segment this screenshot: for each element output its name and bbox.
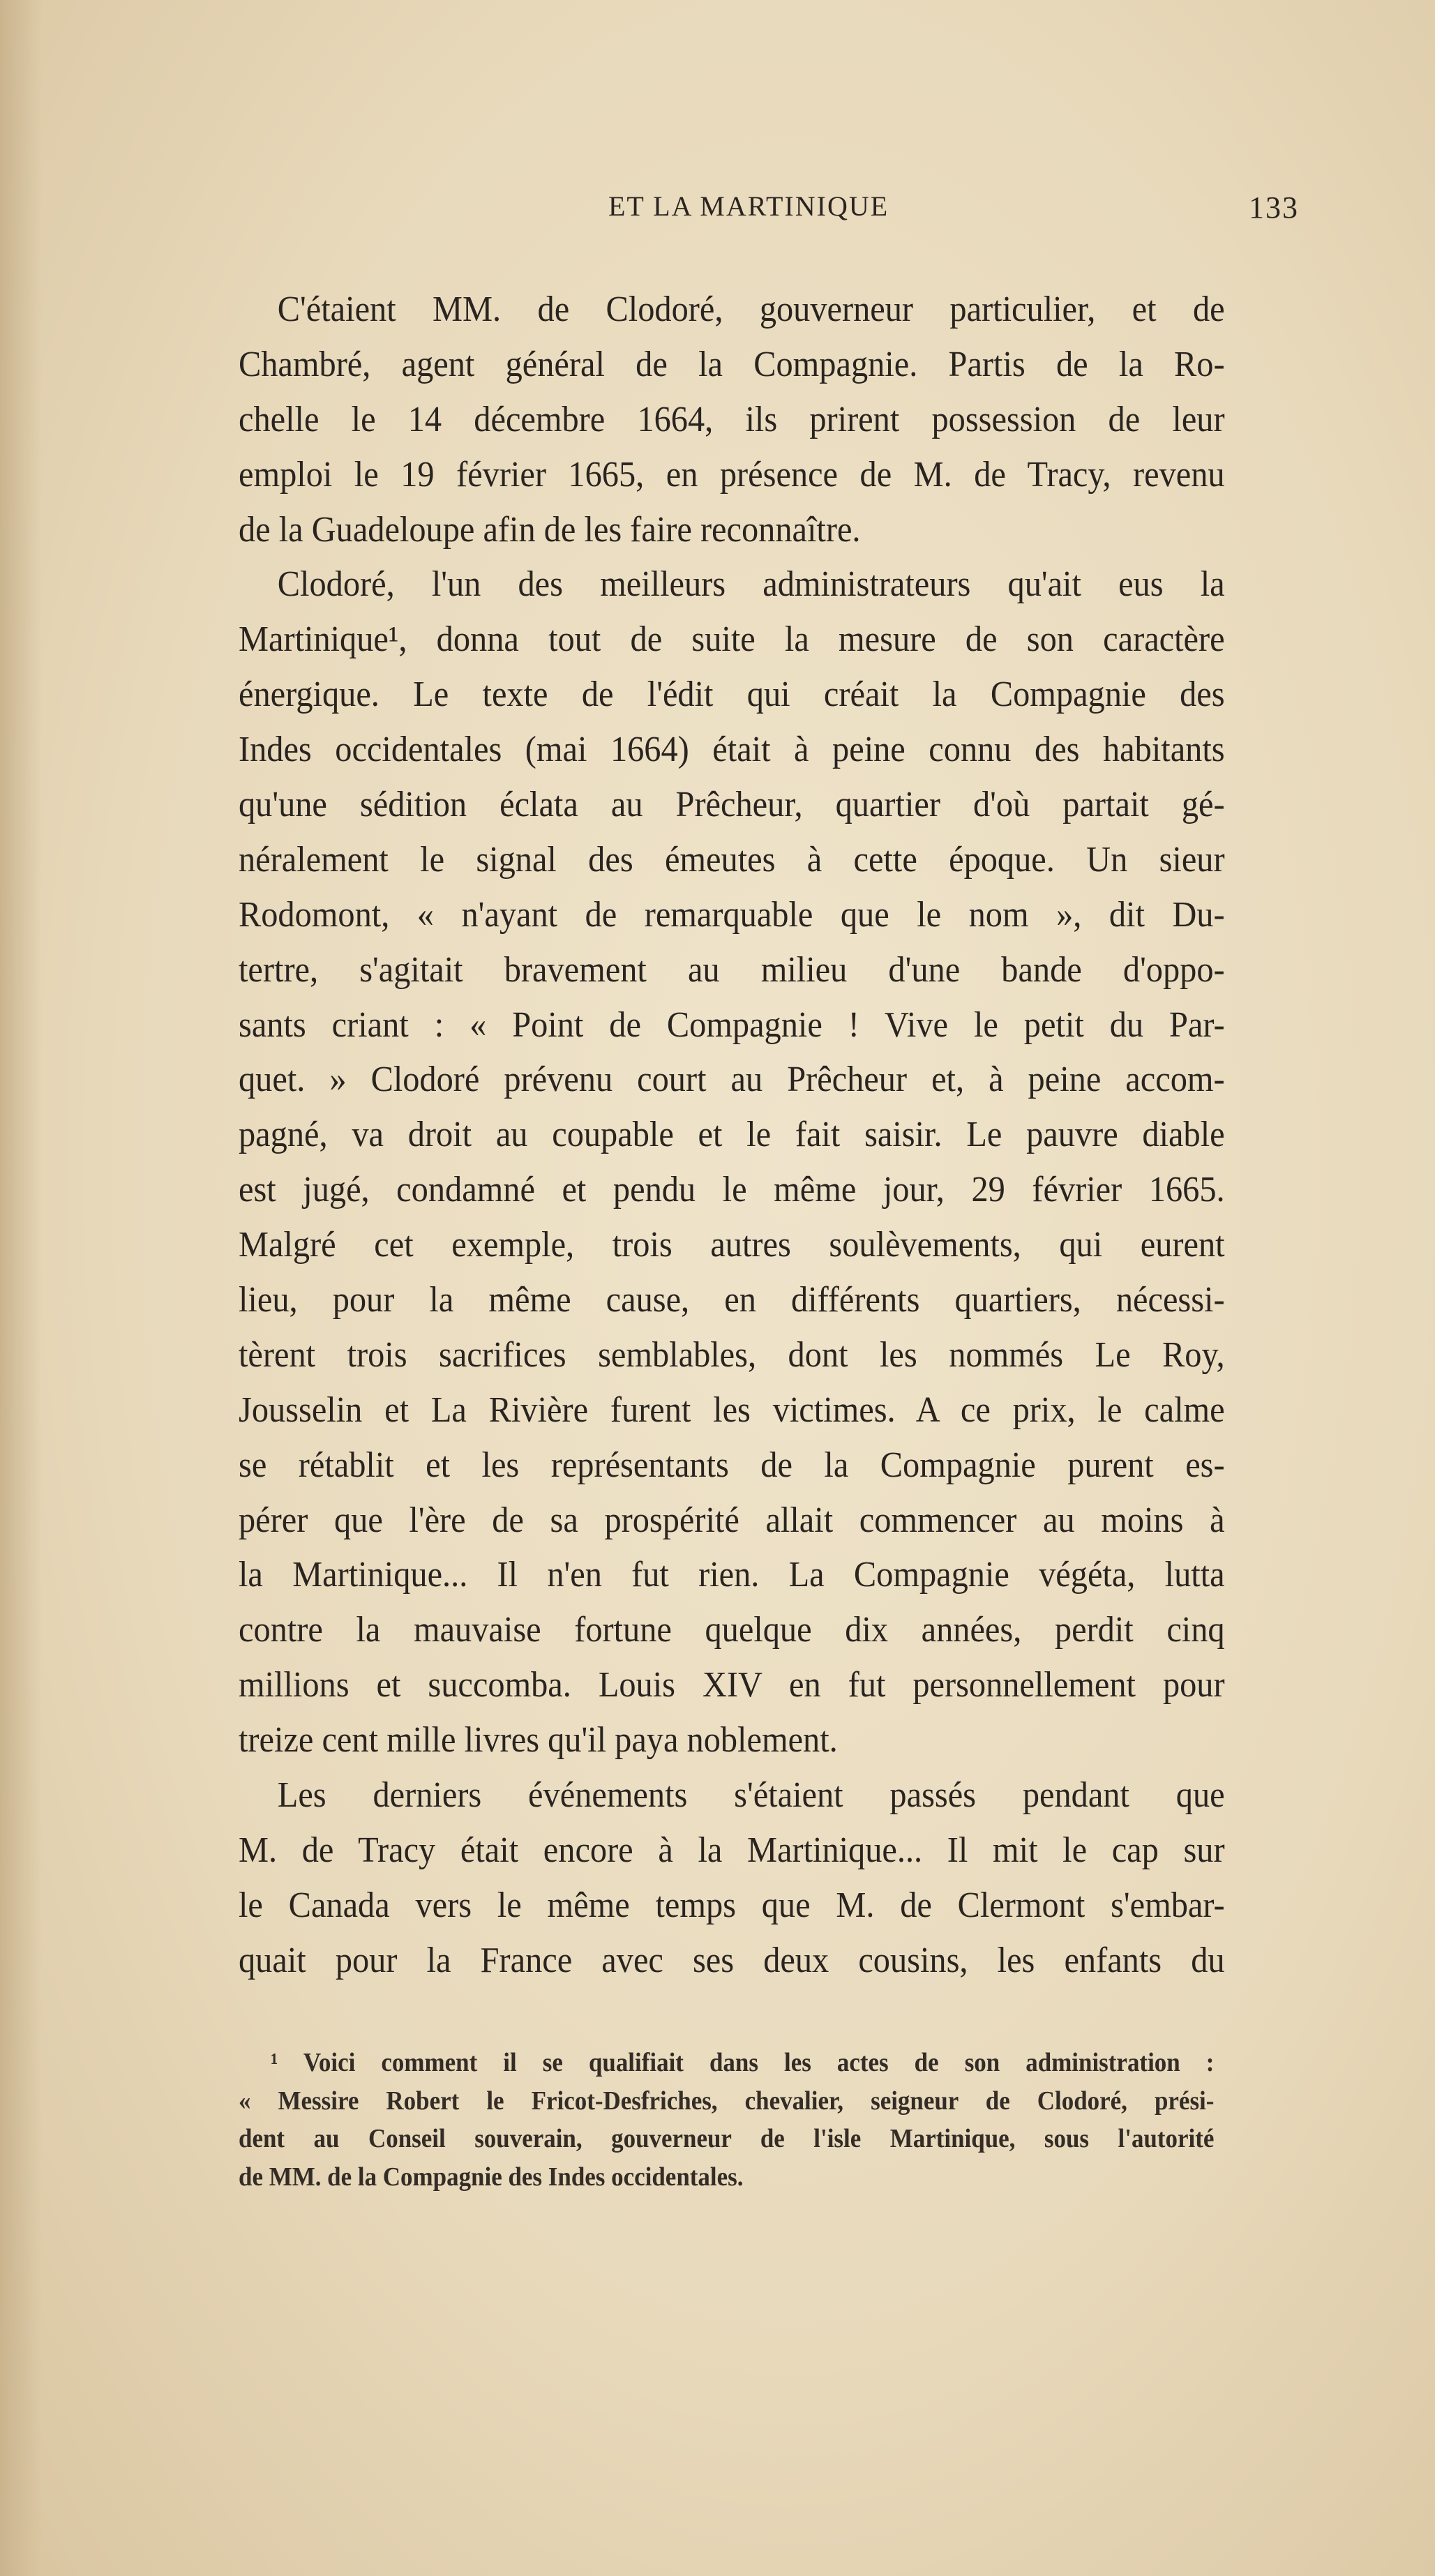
text-line: est jugé, condamné et pendu le même jour, 29 février 1665. bbox=[239, 1170, 1225, 1210]
footnote-line: dent au Conseil souverain, gouverneur de l'isle Martinique, sous l'autorité bbox=[239, 2124, 1215, 2153]
text-line: M. de Tracy était encore à la Martinique... Il mit le cap sur bbox=[239, 1830, 1225, 1870]
text-line: le Canada vers le même temps que M. de Clermont s'embar- bbox=[239, 1885, 1225, 1925]
text-line: treize cent mille livres qu'il paya noblement. bbox=[239, 1720, 838, 1761]
text-line: emploi le 19 février 1665, en présence de M. de Tracy, revenu bbox=[239, 454, 1225, 495]
footnote-line: de MM. de la Compagnie des Indes occidentales. bbox=[239, 2162, 744, 2192]
text-line: la Martinique... Il n'en fut rien. La Compagnie végéta, lutta bbox=[239, 1555, 1225, 1595]
text-line: se rétablit et les représentants de la Compagnie purent es- bbox=[239, 1445, 1225, 1485]
footnote-line: ¹ Voici comment il se qualifiait dans les actes de son administration : bbox=[271, 2048, 1215, 2077]
footnotes bbox=[239, 2044, 1299, 2196]
text-line: chelle le 14 décembre 1664, ils prirent possession de leur bbox=[239, 399, 1225, 439]
text-line: Rodomont, « n'ayant de remarquable que le nom », dit Du- bbox=[239, 894, 1225, 935]
footnote-line: « Messire Robert le Fricot-Desfriches, chevalier, seigneur de Clodoré, prési- bbox=[239, 2086, 1215, 2116]
text-line: pérer que l'ère de sa prospérité allait commencer au moins à bbox=[239, 1500, 1225, 1540]
text-line: énergique. Le texte de l'édit qui créait la Compagnie des bbox=[239, 675, 1225, 715]
text-line: quait pour la France avec ses deux cousins, les enfants du bbox=[239, 1940, 1225, 1980]
text-line: Martinique¹, donna tout de suite la mesure de son caractère bbox=[239, 619, 1225, 660]
text-line: tertre, s'agitait bravement au milieu d'une bande d'oppo- bbox=[239, 949, 1225, 990]
running-title: ET LA MARTINIQUE bbox=[608, 190, 889, 222]
running-header bbox=[239, 190, 1299, 232]
text-line: qu'une sédition éclata au Prêcheur, quartier d'où partait gé- bbox=[239, 785, 1225, 825]
text-line: Clodoré, l'un des meilleurs administrateurs qu'ait eus la bbox=[277, 564, 1225, 605]
text-line: sants criant : « Point de Compagnie ! Vive le petit du Par- bbox=[239, 1004, 1225, 1045]
text-line: Indes occidentales (mai 1664) était à peine connu des habitants bbox=[239, 730, 1225, 770]
text-line: pagné, va droit au coupable et le fait saisir. Le pauvre diable bbox=[239, 1115, 1225, 1155]
text-line: lieu, pour la même cause, en différents quartiers, nécessi- bbox=[239, 1280, 1225, 1320]
text-line: Malgré cet exemple, trois autres soulèvements, qui eurent bbox=[239, 1225, 1225, 1265]
page-number: 133 bbox=[1249, 190, 1299, 225]
text-line: C'étaient MM. de Clodoré, gouverneur particulier, et de bbox=[277, 289, 1225, 329]
page-edge-shadow bbox=[0, 0, 42, 2576]
text-line: Chambré, agent général de la Compagnie. Partis de la Ro- bbox=[239, 344, 1225, 384]
text-line: Les derniers événements s'étaient passés pendant que bbox=[277, 1775, 1225, 1816]
body-text bbox=[239, 283, 1299, 1989]
text-line: contre la mauvaise fortune quelque dix années, perdit cinq bbox=[239, 1610, 1225, 1650]
text-line: millions et succomba. Louis XIV en fut personnellement pour bbox=[239, 1665, 1225, 1705]
text-line: néralement le signal des émeutes à cette époque. Un sieur bbox=[239, 839, 1225, 880]
text-line: tèrent trois sacrifices semblables, dont les nommés Le Roy, bbox=[239, 1334, 1225, 1375]
text-line: de la Guadeloupe afin de les faire reconnaître. bbox=[239, 509, 861, 550]
text-line: quet. » Clodoré prévenu court au Prêcheur et, à peine accom- bbox=[239, 1060, 1225, 1100]
text-line: Jousselin et La Rivière furent les victimes. A ce prix, le calme bbox=[239, 1389, 1225, 1430]
